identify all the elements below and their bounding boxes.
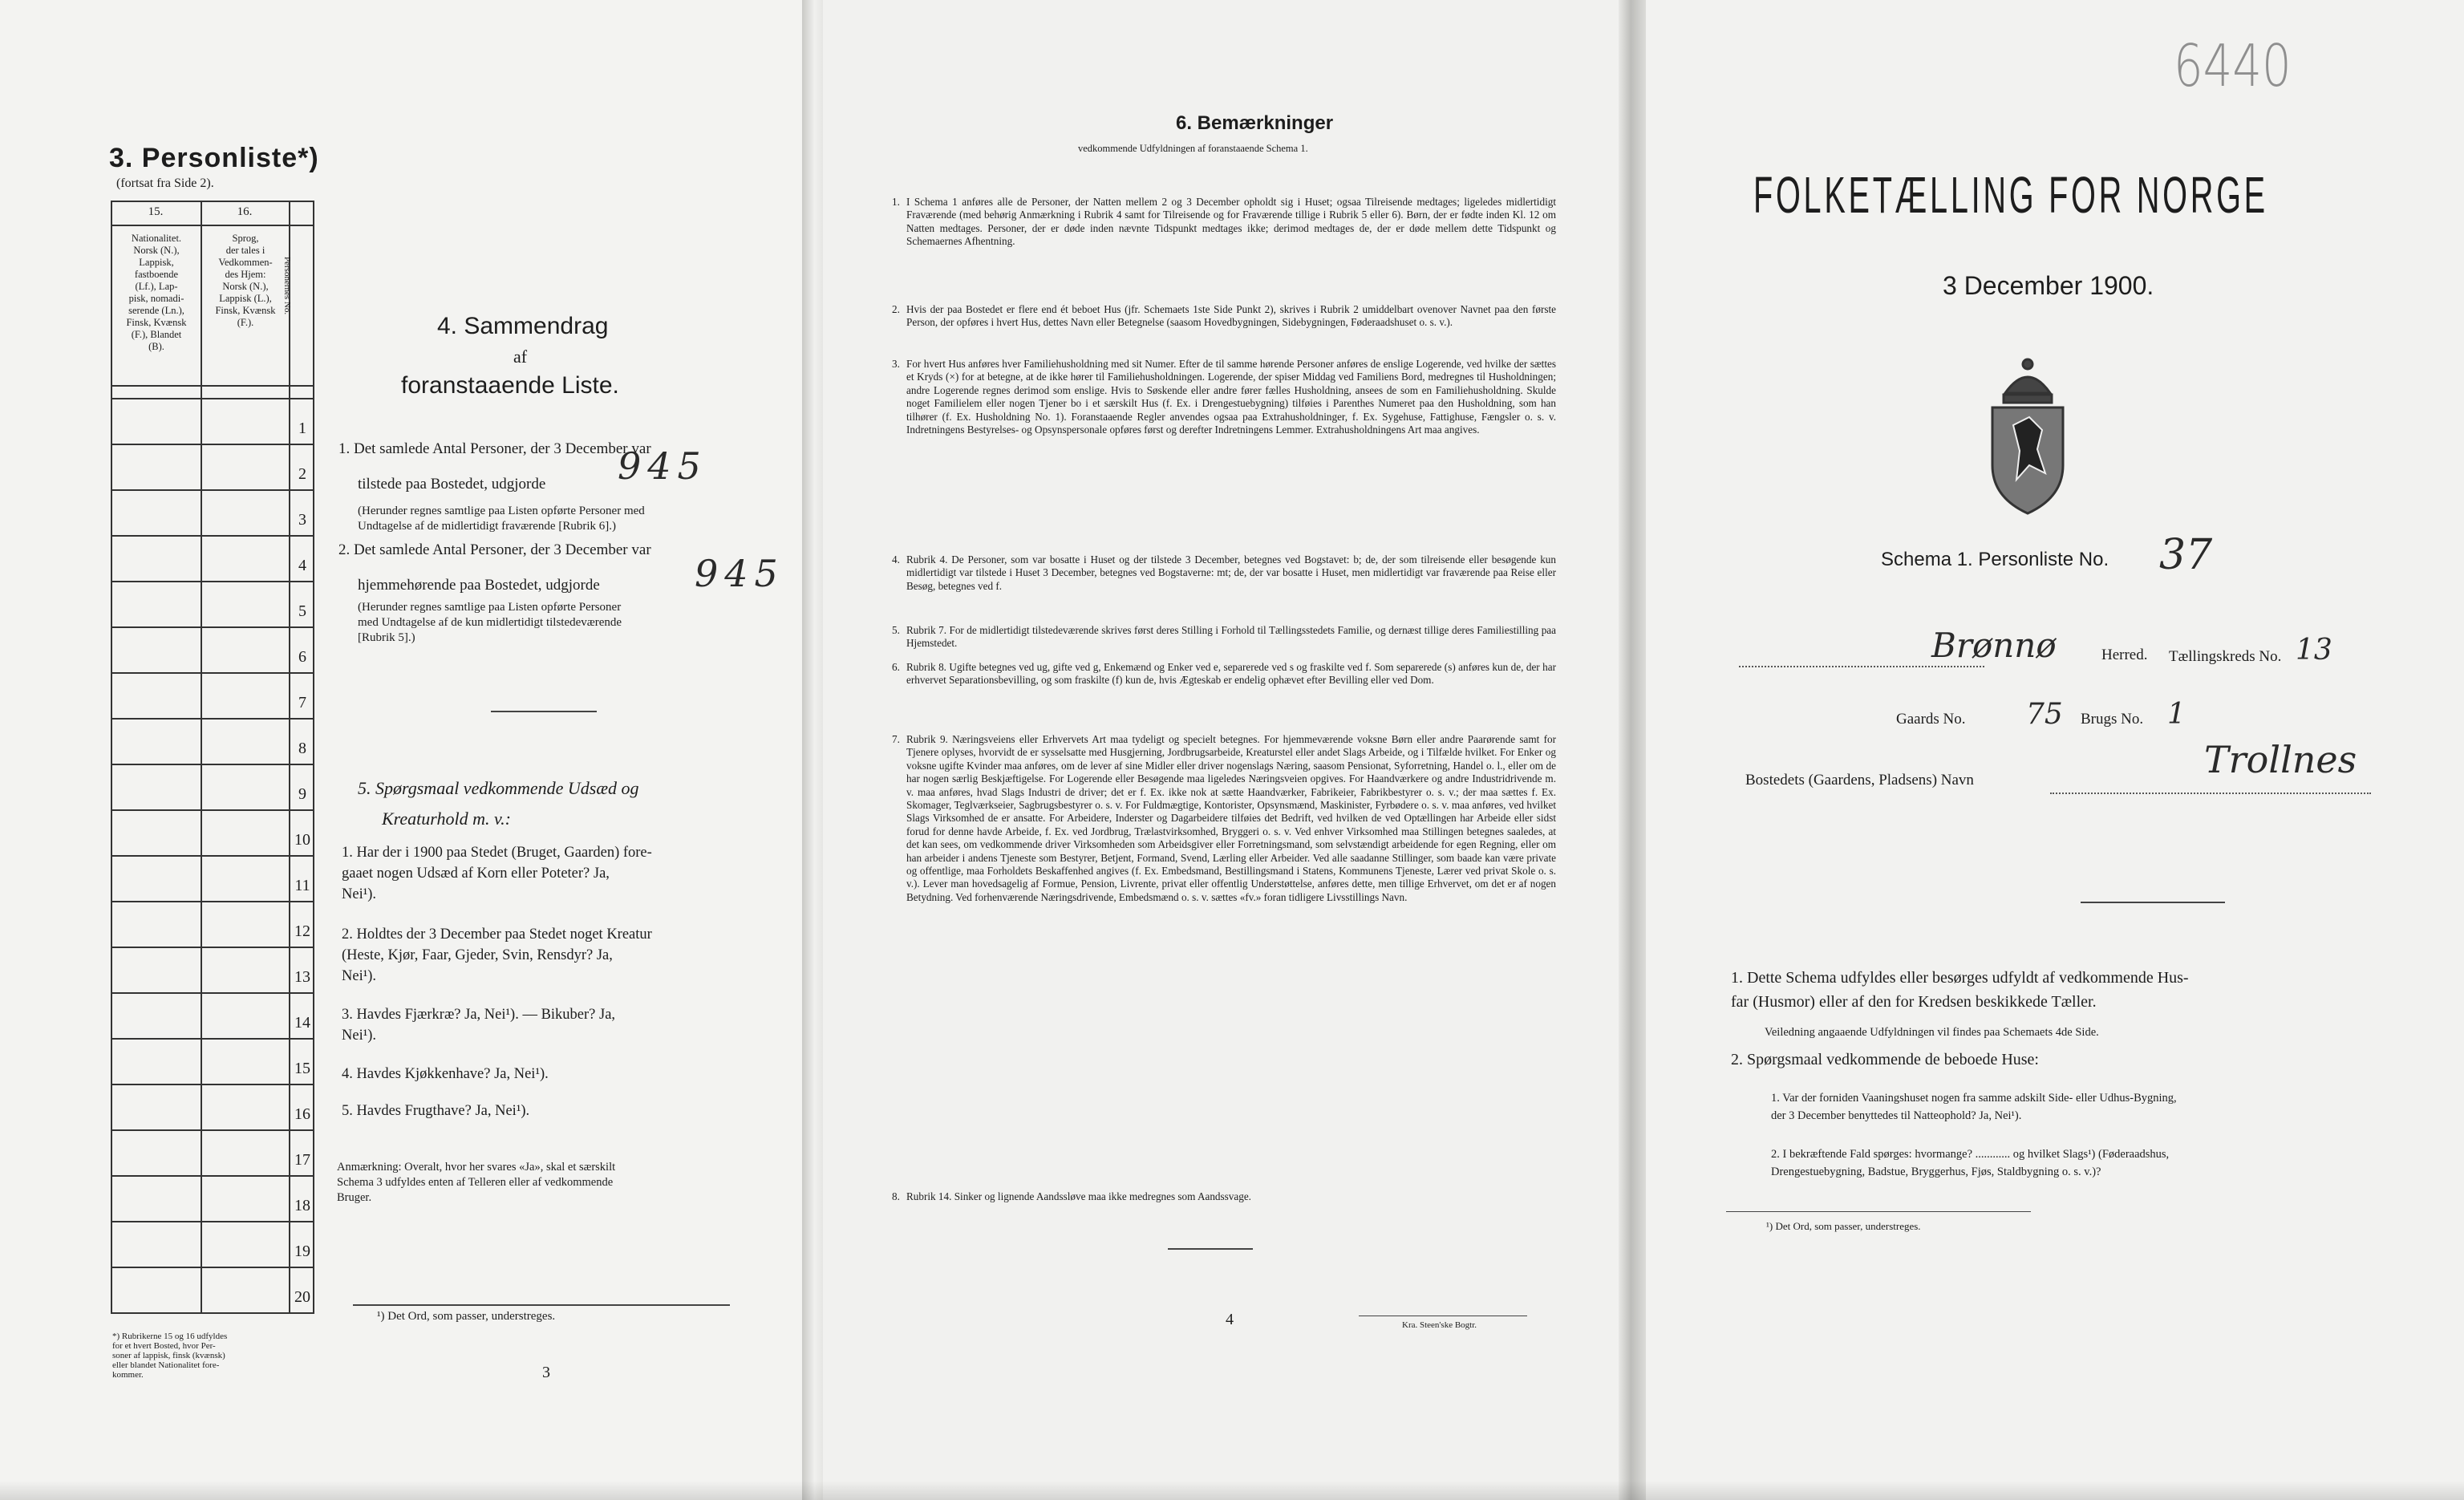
personliste-subtitle: (fortsat fra Side 2). — [116, 176, 214, 190]
footnote: ¹) Det Ord, som passer, understreges. — [377, 1310, 556, 1323]
remark-number: 3. — [892, 358, 900, 370]
question-3: 3. Havdes Fjærkræ? Ja, Nei¹). — Bikuber? Ja, Nei¹). — [342, 1007, 616, 1044]
question-1: 1. Har der i 1900 paa Stedet (Bruget, Gaarden) fore- gaaet nogen Udsæd af Korn eller Poteter? Ja, Nei¹). — [342, 845, 652, 902]
remark-number: 8. — [892, 1190, 900, 1202]
col-16-number: 16. — [237, 205, 253, 218]
section4-af: af — [513, 347, 528, 367]
summary-item-1-note: (Herunder regnes samtlige paa Listen opførte Personer med Undtagelse af de midlertidigt fraværende [Rubrik 6].) — [358, 505, 645, 533]
cover-divider — [2081, 902, 2225, 903]
summary-item-2-line2: hjemmehørende paa Bostedet, udgjorde — [358, 577, 600, 594]
table-row-number: 20 — [294, 1288, 310, 1306]
remark-paragraph — [892, 733, 1556, 904]
instruction-1-note: Veiledning angaaende Udfyldningen vil findes paa Schemaets 4de Side. — [1765, 1026, 2099, 1039]
remark-number: 1. — [892, 196, 900, 208]
remark-text: I Schema 1 anføres alle de Personer, der Natten mellem 2 og 3 December opholdt sig i Huset; ogsaa Tilreisende medtages; ligeledes midlertidigt Fraværende (med behørig Anmærkning i Rubrik 4 samt for Tilreisende og for Fraværende tillige i Rubrik 5 eller 6). Børn, der er fødte inden Kl. 12 om Natten medtages. Personer, der er døde inden nævnte Tidspunkt medtages ikke; derimod medtages de, der er døde mellem dette Tidspunkt og Schemaernes Afhentning. — [906, 196, 1556, 248]
table-row-divider — [111, 535, 314, 537]
table-row-number: 16 — [294, 1105, 310, 1123]
census-title: FOLKETÆLLING FOR NORGE — [1753, 166, 2268, 224]
census-date: 3 December 1900. — [1943, 271, 2154, 300]
table-row-divider — [111, 855, 314, 857]
remarks-divider — [1168, 1248, 1253, 1250]
table-row-number: 2 — [298, 465, 306, 483]
table-row-number: 1 — [298, 420, 306, 437]
summary-item-2-value: 945 — [695, 552, 784, 595]
table-row-divider — [111, 581, 314, 582]
col-15-header: Nationalitet. Norsk (N.), Lappisk, fastboende (Lf.), Lap- pisk, nomadi- serende (Ln.), Finsk, Kvænsk (F.), Blandet (B). — [126, 233, 187, 352]
remark-text: For hvert Hus anføres hver Familiehusholdning med sit Numer. Efter de til samme hørende Personer anføres de enslige Logerende, ved hvilke der sættes et Kryds (×) for at betegne, at de ikke hører til Familiehusholdningen. Logerende, der spiser Middag ved Familiens Bord, medregnes til Husholdningen; andre Logerende regnes derimod som enslige. Hvis to Søskende eller andre fører fælles Husholdning, ansees de som en Familiehusholdning. Skulde noget Familielem eller nogen Tjener bo i et særskilt Hus (f. Ex. i Drengestuebygning) tilføies i Parenthes Numeret paa den Husholdning, som han tilhører (f. Ex. Husholdning No. 1). Foranstaaende Regler anvendes ogsaa paa Extrahusholdninger, f. Ex. Sygehuse, Fattighuse, Fængsler o. s. v. Indretningens Bestyrelses- og Opsynspersonale opføres først og derefter Indretningens Lemmer. Extrahusholdningens Art maa angives. — [906, 358, 1556, 436]
herred-field-line — [1739, 666, 1984, 667]
remark-number: 7. — [892, 733, 900, 745]
table-row-number: 17 — [294, 1151, 310, 1169]
table-row-divider — [111, 718, 314, 720]
table-row-divider — [111, 1267, 314, 1268]
remark-paragraph — [892, 303, 1556, 330]
kreds-label: Tællingskreds No. — [2169, 648, 2282, 665]
section4-title: 4. Sammendrag — [437, 313, 609, 339]
instruction-2: 2. Spørgsmaal vedkommende de beboede Huse: — [1731, 1051, 2039, 1068]
gaards-number: 75 — [2026, 698, 2063, 731]
remarks-title: 6. Bemærkninger — [1176, 112, 1334, 134]
section5-title: 5. Spørgsmaal vedkommende Udsæd og — [358, 778, 639, 798]
remark-number: 2. — [892, 303, 900, 315]
table-row-number: 10 — [294, 831, 310, 849]
table-row-number: 19 — [294, 1243, 310, 1260]
divider — [491, 711, 597, 712]
bosted-value: Trollnes — [2204, 738, 2357, 781]
footnote-divider — [353, 1304, 730, 1306]
bottom-shadow — [0, 1481, 2464, 1500]
printer-credit: Kra. Steen'ske Bogtr. — [1402, 1320, 1477, 1330]
summary-item-2-note: (Herunder regnes samtlige paa Listen opførte Personer med Undtagelse af de kun midlertidigt tilstedeværende [Rubrik 5].) — [358, 601, 622, 644]
table-row-divider — [111, 489, 314, 491]
question-2: 2. Holdtes der 3 December paa Stedet noget Kreatur (Heste, Kjør, Faar, Gjeder, Svin, Rensdyr? Ja, Nei¹). — [342, 926, 652, 984]
remark-paragraph — [892, 358, 1556, 436]
schema-label: Schema 1. Personliste No. — [1881, 549, 2109, 570]
remark-paragraph — [892, 553, 1556, 593]
coat-of-arms-icon — [1981, 353, 2074, 521]
question-sub-1: 1. Var der forniden Vaaningshuset nogen fra samme adskilt Side- eller Udhus-Bygning, der 3 December benyttedes til Natteophold? Ja, Nei¹). — [1771, 1092, 2177, 1122]
col-persons-header: Personernes No. — [282, 257, 292, 315]
instruction-1: 1. Dette Schema udfyldes eller besørges udfyldt af vedkommende Hus- far (Husmor) eller af den for Kredsen beskikkede Tæller. — [1731, 969, 2189, 1011]
page-fold — [802, 0, 823, 1500]
remark-paragraph — [892, 624, 1556, 651]
table-row-divider — [111, 1129, 314, 1131]
remark-paragraph — [892, 1190, 1556, 1203]
schema-number: 37 — [2159, 531, 2213, 579]
page-number-3: 3 — [542, 1364, 550, 1381]
remark-text: Rubrik 14. Sinker og lignende Aandssløve maa ikke medregnes som Aandssvage. — [906, 1190, 1251, 1202]
remark-paragraph — [892, 661, 1556, 687]
remark-number: 5. — [892, 624, 900, 636]
table-row-number: 15 — [294, 1060, 310, 1077]
question-sub-2: 2. I bekræftende Fald spørges: hvormange? ............ og hvilket Slags¹) (Føderaadshus, Drengestuebygning, Badstue, Bryggerhus, Fjøs, Staldbygning o. s. v.)? — [1771, 1148, 2170, 1178]
personliste-table — [111, 201, 314, 1314]
table-row-number: 5 — [298, 602, 306, 620]
col-15-number: 15. — [148, 205, 164, 218]
table-row-number: 9 — [298, 785, 306, 803]
herred-value: Brønnø — [1931, 626, 2057, 665]
table-row-divider — [111, 1175, 314, 1177]
col-16-header: Sprog, der tales i Vedkommen- des Hjem: Norsk (N.), Lappisk (L.), Finsk, Kvænsk (F.). — [215, 233, 276, 328]
table-row-divider — [111, 992, 314, 994]
page-fold-right — [1619, 0, 1646, 1500]
annotation-note: Anmærkning: Overalt, hvor her svares «Ja», skal et særskilt Schema 3 udfyldes enten af Telleren eller af vedkommende Bruger. — [337, 1161, 616, 1204]
table-row-divider — [111, 444, 314, 445]
table-row-divider — [111, 809, 314, 811]
table-row-number: 6 — [298, 648, 306, 666]
section4-subtitle: foranstaaende Liste. — [401, 372, 619, 399]
herred-label: Herred. — [2101, 647, 2148, 663]
bosted-label: Bostedets (Gaardens, Pladsens) Navn — [1745, 772, 1974, 789]
brugs-number: 1 — [2167, 698, 2186, 731]
question-5: 5. Havdes Frugthave? Ja, Nei¹). — [342, 1103, 530, 1119]
section5-title-2: Kreaturhold m. v.: — [382, 809, 511, 829]
cover-footnote-divider — [1726, 1211, 2031, 1212]
cover-footnote: ¹) Det Ord, som passer, understreges. — [1766, 1220, 1921, 1232]
table-row-divider — [111, 764, 314, 765]
table-row-divider — [111, 1038, 314, 1040]
table-row-number: 12 — [294, 922, 310, 940]
table-row-divider — [111, 1312, 314, 1314]
archive-number: 6440 — [2174, 32, 2292, 99]
table-row-number: 3 — [298, 511, 306, 529]
table-footnote: *) Rubrikerne 15 og 16 udfyldes for et hvert Bosted, hvor Per- soner af lappisk, finsk (kvænsk) eller blandet Nationalitet fore- kommer. — [112, 1332, 228, 1380]
page-number-4: 4 — [1226, 1311, 1234, 1328]
personliste-title: 3. Personliste*) — [109, 143, 319, 173]
gaards-label: Gaards No. — [1896, 711, 1966, 728]
remark-text: Hvis der paa Bostedet er flere end ét beboet Hus (jfr. Schemaets 1ste Side Punkt 2), skrives i Rubrik 2 umiddelbart ovenover Navnet paa den første Person, der opføres i hvert Hus, dettes Navn eller Betegnelse (saasom Hovedbygningen, Sidebygningen, Føderaadshuset o. s. v.). — [906, 303, 1556, 329]
table-row-number: 14 — [294, 1014, 310, 1032]
summary-item-1-value: 945 — [618, 444, 707, 488]
table-row-number: 18 — [294, 1197, 310, 1214]
question-4: 4. Havdes Kjøkkenhave? Ja, Nei¹). — [342, 1066, 549, 1082]
table-row-number: 4 — [298, 557, 306, 574]
table-row-divider — [111, 626, 314, 628]
table-row-divider — [111, 672, 314, 674]
table-row-divider — [111, 1221, 314, 1222]
table-row-number: 8 — [298, 740, 306, 757]
remark-number: 6. — [892, 661, 900, 673]
remark-text: Rubrik 4. De Personer, som var bosatte i Huset og der tilstede 3 December, betegnes ved Bogstavet: b; de, der som tilreisende eller besøgende kun midlertidigt var tilstede i Huset 3 December, betegnes ved Bogstaverne: mt; de, der var bosatte i Huset, men midlertidigt var fraværende paa Reise eller Besøg, betegnes ved f. — [906, 553, 1556, 592]
kreds-number: 13 — [2296, 634, 2332, 667]
table-row-number: 13 — [294, 968, 310, 986]
remark-text: Rubrik 7. For de midlertidigt tilstedeværende skrives først deres Stilling i Forhold til Tællingsstedets Familie, og dernæst tillige deres Familiestilling paa Hjemstedet. — [906, 624, 1556, 650]
table-row-divider — [111, 947, 314, 948]
bosted-field-line — [2050, 793, 2371, 794]
table-row-divider — [111, 1084, 314, 1085]
remark-number: 4. — [892, 553, 900, 566]
remarks-subtitle: vedkommende Udfyldningen af foranstaaende Schema 1. — [1078, 143, 1308, 154]
table-row-divider — [111, 901, 314, 902]
brugs-label: Brugs No. — [2081, 711, 2144, 728]
summary-item-1-line1: 1. Det samlede Antal Personer, der 3 December var — [338, 440, 651, 457]
table-row-number: 11 — [294, 877, 310, 894]
remark-text: Rubrik 8. Ugifte betegnes ved ug, gifte ved g, Enkemænd og Enker ved e, separerede ved s og fraskilte ved f. Som separerede (s) anføres kun de, der har erhvervet Separationsbevilling, og som fraskilte (f) kun de, hvis Ægteskab er endelig ophævet efter Bevilling eller ved Dom. — [906, 661, 1556, 687]
table-row-number: 7 — [298, 694, 306, 711]
summary-item-1-line2: tilstede paa Bostedet, udgjorde — [358, 476, 546, 493]
remark-text: Rubrik 9. Næringsveiens eller Erhvervets Art maa tydeligt og specielt betegnes. For hjemmeværende voksne Børn eller andre Paarørende samt for Tjenere oplyses, hvorvidt de er sysselsatte med Husgjerning, Jordbrugsarbeide, Kreaturstel eller andet Slags Arbeide, og i Tilfælde hvilket. For Enker og voksne ugifte Kvinder maa anføres, om de lever af sine Midler eller driver nogenslags Næring, saasom Pensionat, Syforretning, Handel o. l., eller om de har nogen særlig Beskjæftigelse. For Logerende eller Besøgende maa ligeledes Næringsveien opgives. For Haandværkere og andre Industridrivende m. v. maa anføres, hvad Slags Industri de driver; det er f. Ex. ikke nok at sætte Haandværker, Fabrikeier, Fabrikbestyrer o. s. v.; der maa sættes f. Ex. Skomager, Teglværkseier, Sagbrugsbestyrer o. s. v. For Fuldmægtige, Kontorister, Opsynsmænd, Maskinister, Fyrbødere o. s. v. maa anføres, ved hvilket Slags Virksomhed de er ansatte. For Arbeidere, Inderster og Dagarbeidere tilføies det Bedrift, ved hvilken de ved Optællingen har Arbeide eller sidst forud for denne havde Arbeide, f. Ex. ved Jordbrug, Trælastvirksomhed, Bryggeri o. s. v. Ved enhver Virksomhed maa Stillingen betegnes saaledes, at det kan sees, om vedkommende driver Virksomheden som Arbeidsgiver eller Forretningsmand, som selvstændigt arbeidende for egen Regning, eller om han arbeider i andens Tjeneste som Bestyrer, Betjent, Formand, Svend, Lærling eller Arbeider. Ved alle saadanne Stillinger, som baade kan være private og offentlige, maa Forholdets Beskaffenhed angives (f. Ex. Embedsmand, Bestillingsmand i Statens, Kommunens Tjeneste, Lærer ved privat Skole o. s. v.). Lever man hovedsagelig af Formue, Pension, Livrente, privat eller offentlig Understøttelse, anføres dette, men tillige Erhvervet, om det er af nogen Betydning. Ved forhenværende Næringsdrivende, Embedsmænd o. s. v. sættes «fv.» foran tidligere Livsstillings Navn. — [906, 733, 1556, 903]
summary-item-2-line1: 2. Det samlede Antal Personer, der 3 December var — [338, 541, 651, 558]
remark-paragraph — [892, 196, 1556, 249]
